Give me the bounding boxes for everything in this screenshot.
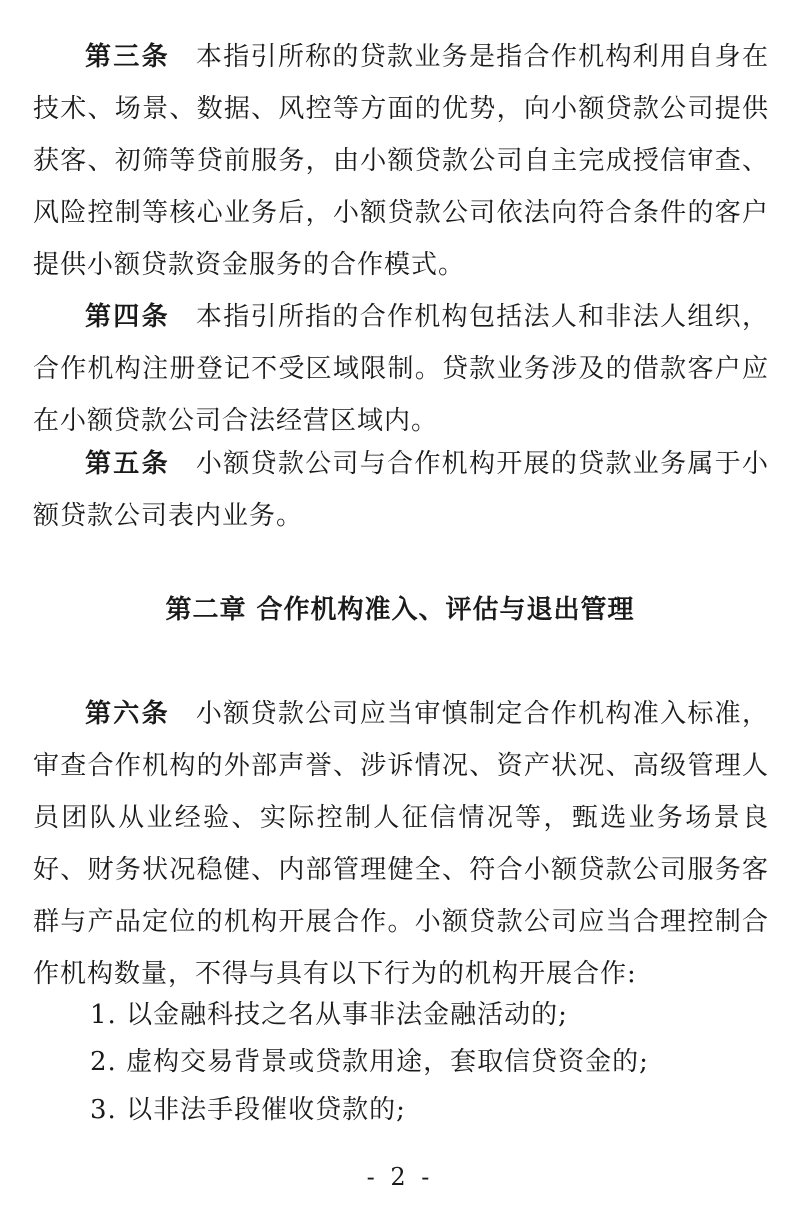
article-4-paragraph <box>33 291 769 447</box>
article-6-paragraph <box>33 688 769 1000</box>
chapter-title: 第二章 合作机构准入、评估与退出管理 <box>165 595 635 625</box>
article-3-text: 本指引所称的贷款业务是指合作机构利用自身在技术、场景、数据、风控等方面的优势，向小额贷款公司提供获客、初筛等贷前服务，由小额贷款公司自主完成授信审查、风险控制等核心业务后，小额贷款公司依法向符合条件的客户提供小额贷款资金服务的合作模式。 <box>33 42 769 280</box>
article-5-heading: 第五条 <box>85 449 170 479</box>
article-4-text: 本指引所指的合作机构包括法人和非法人组织，合作机构注册登记不受区域限制。贷款业务涉及的借款客户应在小额贷款公司合法经营区域内。 <box>33 302 769 436</box>
article-6-text: 小额贷款公司应当审慎制定合作机构准入标准，审查合作机构的外部声誉、涉诉情况、资产状况、高级管理人员团队从业经验、实际控制人征信情况等，甄选业务场景良好、财务状况稳健、内部管理健全、符合小额贷款公司服务客群与产品定位的机构开展合作。小额贷款公司应当合理控制合作机构数量，不得与具有以下行为的机构开展合作: <box>33 699 769 989</box>
article-4-heading: 第四条 <box>85 302 170 332</box>
page-number: - 2 - <box>366 1163 434 1191</box>
list-item: 1. 以金融科技之名从事非法金融活动的; <box>90 1000 568 1030</box>
article-5-paragraph <box>33 438 769 542</box>
article-5-text: 小额贷款公司与合作机构开展的贷款业务属于小额贷款公司表内业务。 <box>33 449 769 531</box>
list-item: 2. 虚构交易背景或贷款用途，套取信贷资金的; <box>90 1047 649 1077</box>
article-6-heading: 第六条 <box>85 699 170 729</box>
article-3-paragraph <box>33 31 769 291</box>
list-item: 3. 以非法手段催收贷款的; <box>90 1095 406 1125</box>
article-3-heading: 第三条 <box>85 42 170 72</box>
